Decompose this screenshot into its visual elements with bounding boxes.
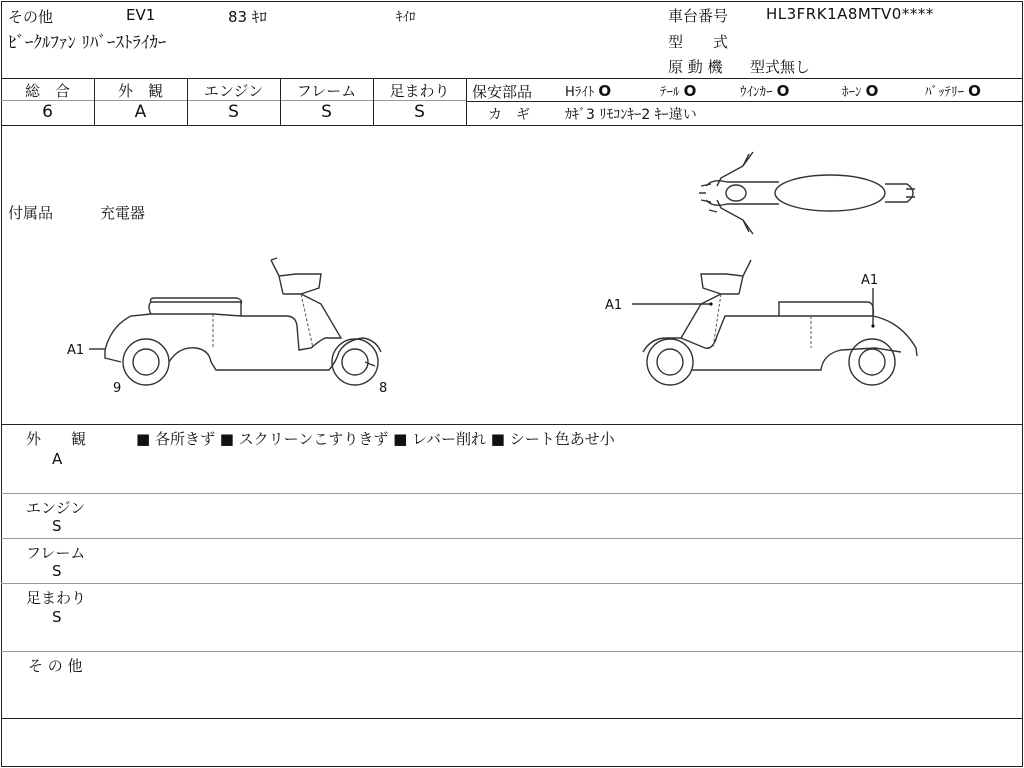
scooter-diagram: [1, 126, 1023, 424]
category: その他: [8, 8, 54, 26]
overall-value: 6: [42, 102, 53, 122]
detail-exterior-notes: ■ 各所きず ■ スクリーンこすりきず ■ レバー削れ ■ シート色あせ小: [136, 430, 615, 448]
frame-value: S: [321, 102, 332, 122]
left-front-number: 8: [379, 381, 388, 396]
overall-label: 総 合: [24, 82, 70, 100]
scooter-top-view: [699, 152, 915, 234]
detail-exterior-grade: A: [52, 450, 63, 468]
detail-suspension-label: 足まわり: [26, 589, 87, 607]
motor-label: 原 動 機: [668, 58, 723, 76]
mileage: 83 ｷﾛ: [228, 8, 267, 26]
tail-ok-mark: O: [683, 82, 697, 100]
right-a1-top-label: A1: [861, 273, 879, 288]
mileage-unit-label: ｷｲﾛ: [396, 10, 416, 25]
safety-item-winker: ｳｲﾝｶｰ O: [740, 82, 790, 100]
exterior-label: 外 観: [117, 82, 163, 100]
safety-item-horn: ﾎｰﾝ O: [842, 82, 879, 100]
left-a1-label: A1: [67, 343, 85, 358]
safety-label: 保安部品: [472, 83, 533, 101]
right-a1-left-dot: [709, 302, 712, 305]
engine-value: S: [228, 102, 239, 122]
safety-item-headlight: Hﾗｲﾄ O: [565, 82, 612, 100]
winker-ok-mark: O: [776, 82, 790, 100]
battery-ok-mark: O: [968, 82, 981, 100]
detail-engine-label: エンジン: [26, 499, 86, 517]
detail-other-label: そ の 他: [28, 657, 83, 675]
suspension-value: S: [414, 102, 425, 122]
horn-ok-mark: O: [865, 82, 879, 100]
motor-value: 型式無し: [750, 58, 811, 76]
engine-label: エンジン: [203, 82, 264, 100]
right-a1-top-dot: [871, 324, 874, 327]
scooter-left-view: [105, 258, 381, 385]
model-code: EV1: [126, 6, 156, 24]
suspension-label: 足まわり: [389, 82, 450, 100]
frame-label: フレーム: [296, 82, 357, 100]
frame-number-value: HL3FRK1A8MTV0****: [766, 5, 934, 23]
exterior-value: A: [134, 102, 147, 122]
right-a1-left-label: A1: [605, 298, 623, 313]
detail-engine-grade: S: [52, 517, 62, 535]
detail-suspension-grade: S: [52, 608, 62, 626]
frame-number-label: 車台番号: [668, 7, 729, 25]
detail-exterior-label: 外 観: [26, 430, 87, 448]
left-rear-number: 9: [113, 381, 122, 396]
safety-item-tail: ﾃｰﾙ O: [660, 82, 697, 100]
accessories-label: 付属品: [8, 204, 54, 222]
detail-frame-grade: S: [52, 562, 62, 580]
accessories-value: 充電器: [100, 204, 146, 222]
key-label: カ ギ: [488, 107, 530, 123]
type-label: 型 式: [668, 33, 729, 51]
model-name: ﾋﾞｰｸﾙﾌｧﾝ ﾘﾊﾞｰｽﾄﾗｲｶｰ: [8, 33, 167, 53]
headlight-ok-mark: O: [598, 82, 612, 100]
key-value: ｶｷﾞ3 ﾘﾓｺﾝｷｰ2 ｷｰ違い: [565, 107, 697, 123]
safety-item-battery: ﾊﾞｯﾃﾘｰ O: [925, 82, 981, 100]
detail-frame-label: フレーム: [26, 544, 86, 562]
